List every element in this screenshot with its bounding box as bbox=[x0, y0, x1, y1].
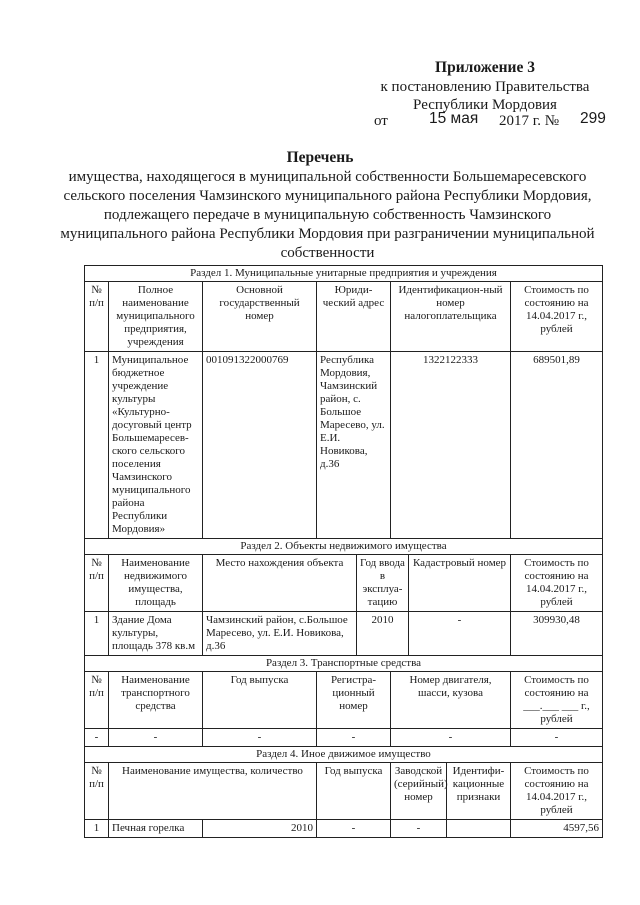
col-header: Год выпуска bbox=[203, 672, 317, 729]
list-title: Перечень bbox=[286, 149, 354, 166]
cell-empty: - bbox=[203, 729, 317, 747]
cell-cost: 689501,89 bbox=[511, 352, 603, 539]
cell-serial: - bbox=[317, 820, 391, 838]
handwritten-number: 299 bbox=[580, 110, 606, 127]
cell-cost: 4597,56 bbox=[511, 820, 603, 838]
cell-empty: - bbox=[85, 729, 109, 747]
cell-ident: - bbox=[391, 820, 447, 838]
cell-inn: 1322122333 bbox=[391, 352, 511, 539]
section-1-title: Раздел 1. Муниципальные унитарные предприятия и учреждения bbox=[85, 266, 603, 282]
cell-cost: 309930,48 bbox=[511, 612, 603, 656]
property-table bbox=[84, 265, 603, 838]
cell-name: Муниципальное бюджетное учреждение культуры «Культурно-досуговый центр Большемаресев-ского сельского поселения Чамзинского муниципального района Республики Мордовия» bbox=[109, 352, 203, 539]
cell-empty: - bbox=[109, 729, 203, 747]
cell-empty: - bbox=[317, 729, 391, 747]
section-2-title: Раздел 2. Объекты недвижимого имущества bbox=[85, 539, 603, 555]
col-header: Наименование недвижимого имущества, площадь bbox=[109, 555, 203, 612]
col-header: Основной государственный номер bbox=[203, 282, 317, 352]
cell-num: 1 bbox=[85, 612, 109, 656]
col-header: Стоимость по состоянию на 14.04.2017 г., рублей bbox=[511, 555, 603, 612]
col-header: Место нахождения объекта bbox=[203, 555, 357, 612]
cell-num: 1 bbox=[85, 352, 109, 539]
cell-cadastral: - bbox=[409, 612, 511, 656]
col-header: Год выпуска bbox=[317, 763, 391, 820]
col-header: Стоимость по состоянию на 14.04.2017 г., рублей bbox=[511, 763, 603, 820]
cell-name: Печная горелка bbox=[109, 820, 203, 838]
section-3-title: Раздел 3. Транспортные средства bbox=[85, 656, 603, 672]
cell-blank bbox=[447, 820, 511, 838]
section-4-title: Раздел 4. Иное движимое имущество bbox=[85, 747, 603, 763]
col-header: Юриди-ческий адрес bbox=[317, 282, 391, 352]
appendix-ref-line: Республики Мордовия bbox=[413, 97, 557, 113]
table-row bbox=[85, 352, 603, 539]
cell-location: Чамзинский район, с.Большое Маресево, ул. Е.И. Новикова, д.36 bbox=[203, 612, 357, 656]
cell-address: Республика Мордовия, Чамзинский район, с. Большое Маресево, ул. Е.И. Новикова, д.36 bbox=[317, 352, 391, 539]
cell-name: Здание Дома культуры, площадь 378 кв.м bbox=[109, 612, 203, 656]
handwritten-date: 15 мая bbox=[429, 110, 479, 127]
cell-ogrn: 001091322000769 bbox=[203, 352, 317, 539]
col-header: Номер двигателя, шасси, кузова bbox=[391, 672, 511, 729]
cell-year: 2010 bbox=[357, 612, 409, 656]
col-header: № п/п bbox=[85, 282, 109, 352]
col-header: Идентификацион-ный номер налогоплательщика bbox=[391, 282, 511, 352]
col-header: Регистра-ционный номер bbox=[317, 672, 391, 729]
cell-year: 2010 bbox=[203, 820, 317, 838]
col-header: Стоимость по состоянию на 14.04.2017 г., рублей bbox=[511, 282, 603, 352]
cell-empty: - bbox=[391, 729, 511, 747]
col-header: № п/п bbox=[85, 672, 109, 729]
cell-num: 1 bbox=[85, 820, 109, 838]
col-header: Полное наименование муниципального предприятия, учреждения bbox=[109, 282, 203, 352]
appendix-ref-line: к постановлению Правительства bbox=[380, 79, 590, 95]
year-number-label: 2017 г. № bbox=[499, 113, 560, 129]
col-header: Год ввода в эксплуа-тацию bbox=[357, 555, 409, 612]
col-header: № п/п bbox=[85, 763, 109, 820]
table-row bbox=[85, 820, 603, 838]
col-header: Наименование имущества, количество bbox=[109, 763, 317, 820]
list-subtitle: имущества, находящегося в муниципальной собственности Большемаресевского сельского поселения Чамзинского муниципального района Республики Мордовия, подлежащего передаче в муниципальную собственность Чамзинского муниципального района Республики Мордовия при разграничении муниципальной собственности bbox=[60, 169, 595, 261]
col-header: Стоимость по состоянию на ___.___ ___ г., рублей bbox=[511, 672, 603, 729]
table-row bbox=[85, 729, 603, 747]
col-header: Заводской (серийный) номер bbox=[391, 763, 447, 820]
col-header: Идентифи-кационные признаки bbox=[447, 763, 511, 820]
col-header: № п/п bbox=[85, 555, 109, 612]
col-header: Наименование транспортного средства bbox=[109, 672, 203, 729]
col-header: Кадастровый номер bbox=[409, 555, 511, 612]
appendix-title: Приложение 3 bbox=[435, 59, 535, 76]
cell-empty: - bbox=[511, 729, 603, 747]
table-row bbox=[85, 612, 603, 656]
appendix-date-line bbox=[374, 109, 604, 133]
date-prefix: от bbox=[374, 113, 388, 129]
